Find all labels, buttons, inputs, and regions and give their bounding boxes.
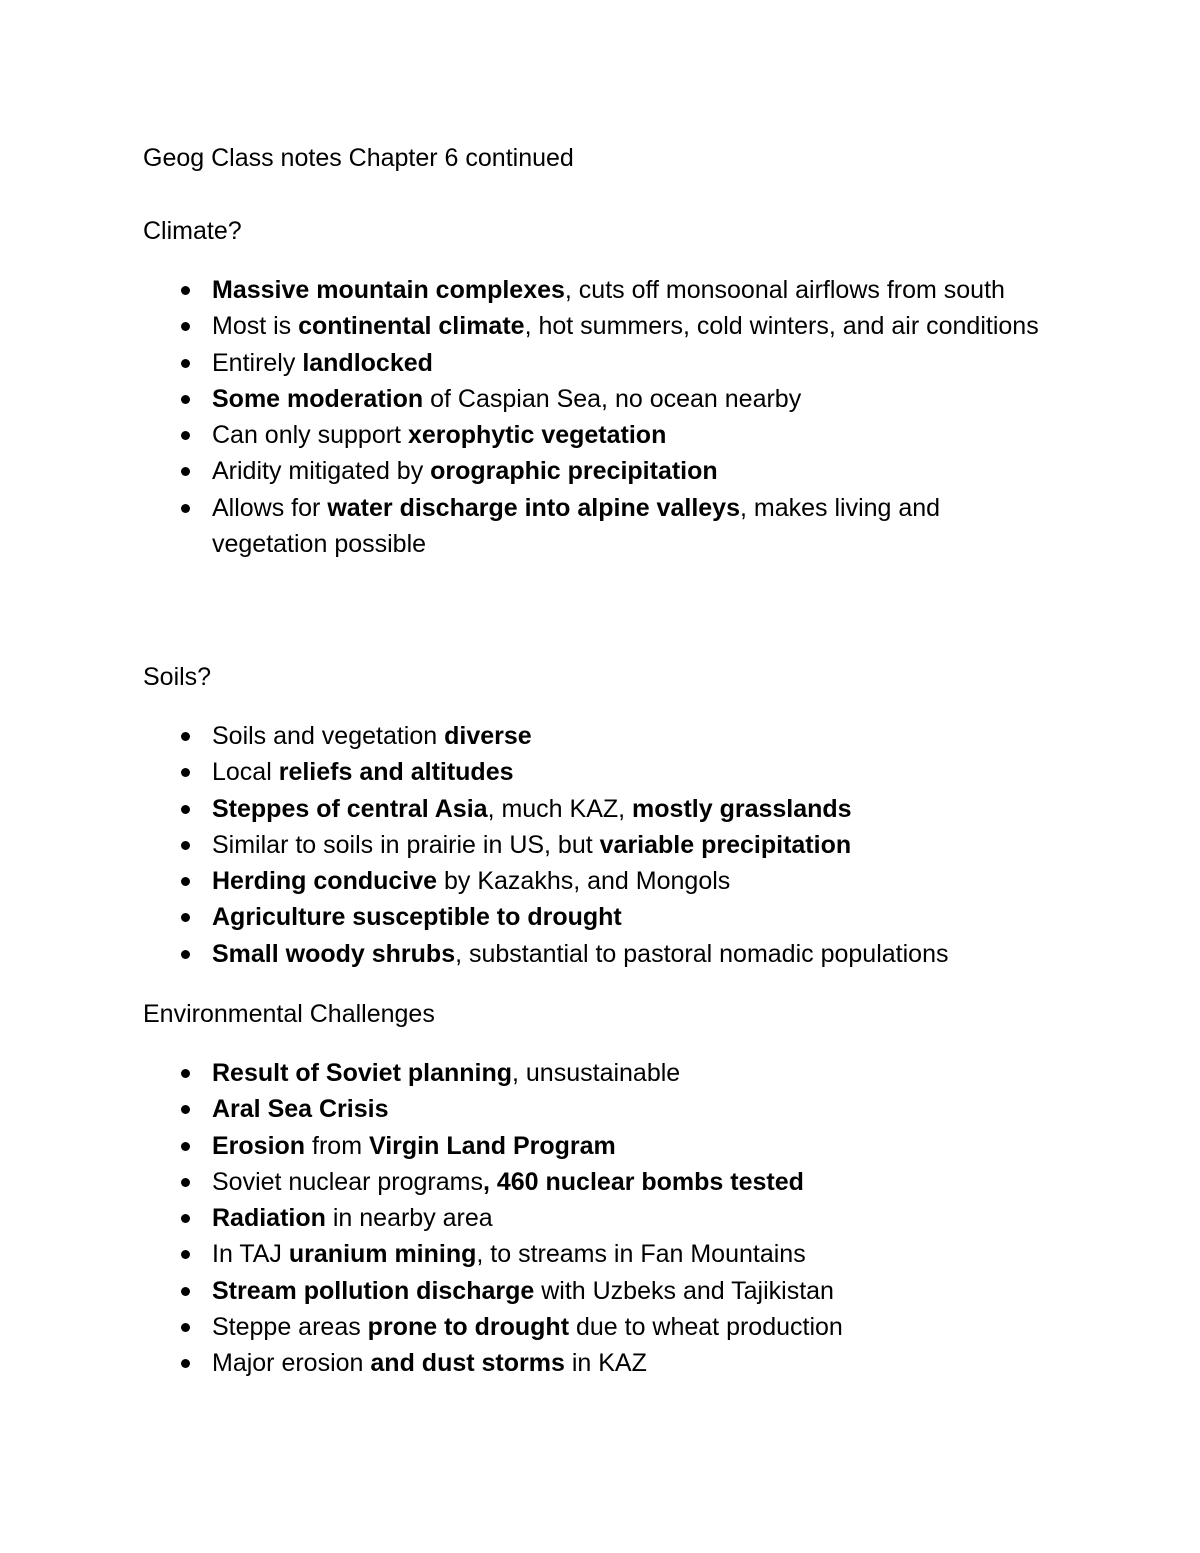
list-item	[143, 490, 1043, 563]
bullet-icon	[181, 1069, 190, 1078]
text: Entirely	[212, 348, 303, 377]
text: of Caspian Sea, no ocean nearby	[423, 384, 802, 413]
climate-list	[143, 272, 1043, 562]
list-item	[143, 1236, 1043, 1272]
list-item	[143, 899, 1043, 935]
bold-text: reliefs and altitudes	[278, 758, 514, 787]
list-item	[143, 453, 1043, 489]
text: in nearby area	[325, 1204, 493, 1233]
bold-text: , 460 nuclear bombs tested	[482, 1167, 804, 1196]
list-item	[143, 417, 1043, 453]
bullet-icon	[181, 467, 190, 476]
bullet-icon	[181, 732, 190, 741]
bullet-icon	[181, 395, 190, 404]
bold-text: Small woody shrubs	[212, 939, 456, 968]
text: , cuts off monsoonal airflows from south	[564, 276, 1005, 304]
bullet-icon	[181, 1214, 190, 1223]
bullet-icon	[181, 1250, 190, 1259]
bullet-icon	[181, 1323, 190, 1332]
text: Similar to soils in prairie in US, but	[212, 830, 600, 859]
text: Can only support	[212, 421, 408, 450]
list-item	[143, 381, 1043, 417]
bullet-icon	[181, 1287, 190, 1296]
bullet-icon	[181, 504, 190, 513]
bullet-icon	[181, 1142, 190, 1151]
list-item	[143, 272, 1043, 308]
bold-text: water discharge into alpine valleys	[327, 493, 740, 522]
bullet-icon	[181, 950, 190, 959]
text: Local	[212, 758, 279, 787]
bullet-icon	[181, 286, 190, 295]
bold-text: Massive mountain complexes	[212, 276, 565, 304]
text: from	[305, 1131, 369, 1160]
list-item	[143, 791, 1043, 827]
text: Soils and vegetation	[212, 722, 445, 750]
section-heading-climate: Climate?	[143, 217, 242, 245]
list-item	[143, 863, 1043, 899]
list-item	[143, 1055, 1043, 1091]
text: in KAZ	[564, 1349, 647, 1378]
soils-list	[143, 718, 1043, 972]
list-item	[143, 345, 1043, 381]
list-item	[143, 1273, 1043, 1309]
list-item	[143, 1345, 1043, 1381]
bold-text: Steppes of central Asia	[212, 794, 488, 823]
bullet-icon	[181, 805, 190, 814]
bullet-icon	[181, 1105, 190, 1114]
text: , hot summers, cold winters, and air conditions	[524, 312, 1039, 341]
bold-text: xerophytic vegetation	[407, 421, 667, 450]
bold-text: Herding conducive	[212, 867, 438, 896]
text: Most is	[212, 312, 299, 341]
text: by Kazakhs, and Mongols	[437, 867, 731, 896]
text: due to wheat production	[569, 1313, 843, 1342]
bold-text: Radiation	[212, 1204, 326, 1233]
bold-text: prone to drought	[367, 1313, 570, 1342]
list-item	[143, 827, 1043, 863]
bold-text: Virgin Land Program	[368, 1131, 616, 1160]
list-item	[143, 1164, 1043, 1200]
text: , to streams in Fan Mountains	[476, 1240, 806, 1269]
list-item	[143, 1128, 1043, 1164]
section-heading-environmental-challenges: Environmental Challenges	[143, 1000, 435, 1028]
bold-text: Stream pollution discharge	[212, 1276, 535, 1305]
bullet-icon	[181, 431, 190, 440]
list-item	[143, 1200, 1043, 1236]
list-item	[143, 1091, 1043, 1127]
bold-text: and dust storms	[370, 1349, 565, 1378]
text: , much KAZ,	[487, 794, 633, 823]
text: , makes living and vegetation possible	[212, 493, 941, 559]
bold-text: continental climate	[298, 312, 525, 341]
list-item	[143, 754, 1043, 790]
text: Major erosion	[212, 1349, 371, 1378]
bullet-icon	[181, 841, 190, 850]
bullet-icon	[181, 768, 190, 777]
section-heading-soils: Soils?	[143, 663, 212, 691]
bullet-icon	[181, 877, 190, 886]
text: Allows for	[212, 493, 328, 522]
list-item	[143, 1309, 1043, 1345]
bullet-icon	[181, 322, 190, 331]
bold-text: uranium mining	[288, 1240, 477, 1269]
text: Aridity mitigated by	[212, 457, 431, 486]
bullet-icon	[181, 359, 190, 368]
page-title: Geog Class notes Chapter 6 continued	[143, 144, 574, 172]
text: In TAJ	[212, 1240, 289, 1269]
text: , substantial to pastoral nomadic populations	[455, 939, 949, 968]
text: Soviet nuclear programs	[212, 1167, 483, 1196]
bold-text: diverse	[444, 722, 532, 750]
text: , unsustainable	[512, 1059, 681, 1087]
bold-text: orographic precipitation	[430, 457, 718, 486]
list-item	[143, 936, 1043, 972]
bullet-icon	[181, 1178, 190, 1187]
bold-text: landlocked	[302, 348, 433, 377]
bullet-icon	[181, 913, 190, 922]
bold-text: Result of Soviet planning	[212, 1059, 513, 1087]
bold-text: Erosion	[212, 1131, 306, 1160]
bold-text: Some moderation	[212, 384, 424, 413]
bold-text: Agriculture susceptible to drought	[212, 903, 622, 932]
bold-text: Aral Sea Crisis	[212, 1095, 389, 1124]
environmental-challenges-list	[143, 1055, 1043, 1382]
bold-text: mostly grasslands	[632, 794, 852, 823]
list-item	[143, 308, 1043, 344]
bullet-icon	[181, 1359, 190, 1368]
text: Steppe areas	[212, 1313, 368, 1342]
text: with Uzbeks and Tajikistan	[534, 1276, 834, 1305]
bold-text: variable precipitation	[599, 830, 852, 859]
list-item	[143, 718, 1043, 754]
